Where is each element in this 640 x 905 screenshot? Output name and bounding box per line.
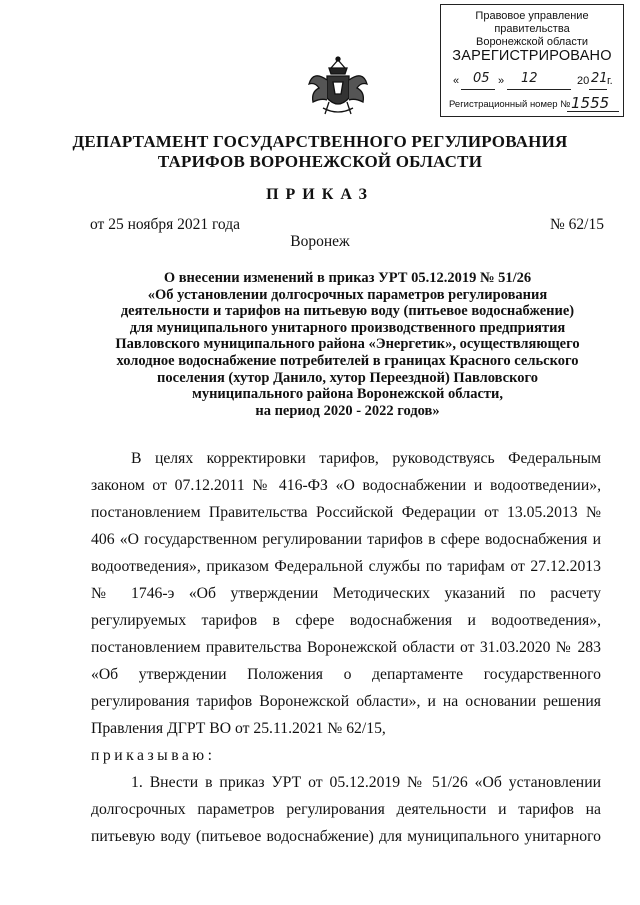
stamp-date: [451, 71, 621, 91]
subject-line: на период 2020 - 2022 годов»: [255, 402, 440, 419]
department-title-line1: ДЕПАРТАМЕНТ ГОСУДАРСТВЕННОГО РЕГУЛИРОВАНИЯ: [72, 132, 568, 151]
stamp-organization: [441, 10, 623, 49]
document-subject: [95, 270, 600, 419]
subject-line: поселения (хутор Данило, хутор Переездной) Павловского: [157, 369, 538, 386]
document-type: ПРИКАЗ: [266, 186, 374, 203]
subject-line: холодное водоснабжение потребителей в границах Красного сельского: [116, 352, 579, 369]
stamp-year: 21: [591, 71, 608, 86]
stamp-reg-number-value: 1555: [571, 94, 610, 112]
stamp-month-underline: [507, 89, 571, 90]
order-word: приказываю:: [91, 747, 216, 764]
document-date: от 25 ноября 2021 года: [90, 216, 241, 233]
department-title-line2: ТАРИФОВ ВОРОНЕЖСКОЙ ОБЛАСТИ: [157, 152, 483, 171]
stamp-day: 05: [473, 71, 490, 86]
stamp-month: 12: [521, 71, 538, 86]
stamp-quote-open: «: [453, 75, 460, 87]
stamp-year-underline: [589, 89, 607, 90]
document-number: № 62/15: [550, 216, 604, 233]
document-city: Воронеж: [290, 233, 350, 250]
department-title: [0, 132, 640, 172]
stamp-reg-number: [449, 94, 621, 112]
stamp-org-line2: Воронежской области: [475, 36, 588, 48]
subject-line: муниципального района Воронежской области,: [191, 386, 504, 403]
subject-line: для муниципального унитарного производственного предприятия: [129, 319, 566, 336]
subject-line: «Об установлении долгосрочных параметров регулирования: [147, 286, 548, 303]
subject-line: О внесении изменений в приказ УРТ 05.12.2019 № 51/26: [163, 270, 532, 286]
subject-line: Павловского муниципального района «Энергетик», осуществляющего: [115, 336, 580, 353]
stamp-org-line1: Правовое управление правительства: [475, 10, 589, 35]
subject-line: деятельности и тарифов на питьевую воду (питьевое водоснабжение): [120, 303, 575, 320]
stamp-quote-close: »: [498, 75, 505, 87]
preamble-paragraph: В целях корректировки тарифов, руководствуясь Федеральным законом от 07.12.2011 № 416-ФЗ «О водоснабжении и водоотведении», постановлением Правительства Российской Федерации от 13.05.2013 № 406 «О государственном регулировании тарифов в сфере водоснабжения и водоотведения», приказом Федеральной службы по тарифам от 27.12.2013 № 1746-э «Об утверждении Методических указаний по расчету регулируемых тарифов в сфере водоснабжения и водоотведения», постановлением правительства Воронежской области от 31.03.2020 № 283 «Об утверждении Положения о департаменте государственного регулирования тарифов Воронежской области», и на основании решения Правления ДГРТ ВО от 25.11.2021 № 62/15,: [91, 450, 601, 737]
registration-stamp: [440, 4, 624, 117]
stamp-registered-label: ЗАРЕГИСТРИРОВАНО: [452, 48, 612, 64]
stamp-reg-number-label: Регистрационный номер №: [449, 99, 571, 110]
stamp-number-underline: [567, 111, 619, 112]
stamp-day-underline: [461, 89, 495, 90]
stamp-year-prefix: 20: [577, 75, 590, 87]
item-1-paragraph: 1. Внести в приказ УРТ от 05.12.2019 № 51/26 «Об установлении долгосрочных параметров регулирования деятельности и тарифов на питьевую воду (питьевое водоснабжение) для муниципального унитарного: [91, 774, 601, 845]
document-body: [91, 445, 601, 850]
stamp-year-suffix: г.: [607, 75, 613, 87]
coat-of-arms-icon: [303, 54, 373, 120]
